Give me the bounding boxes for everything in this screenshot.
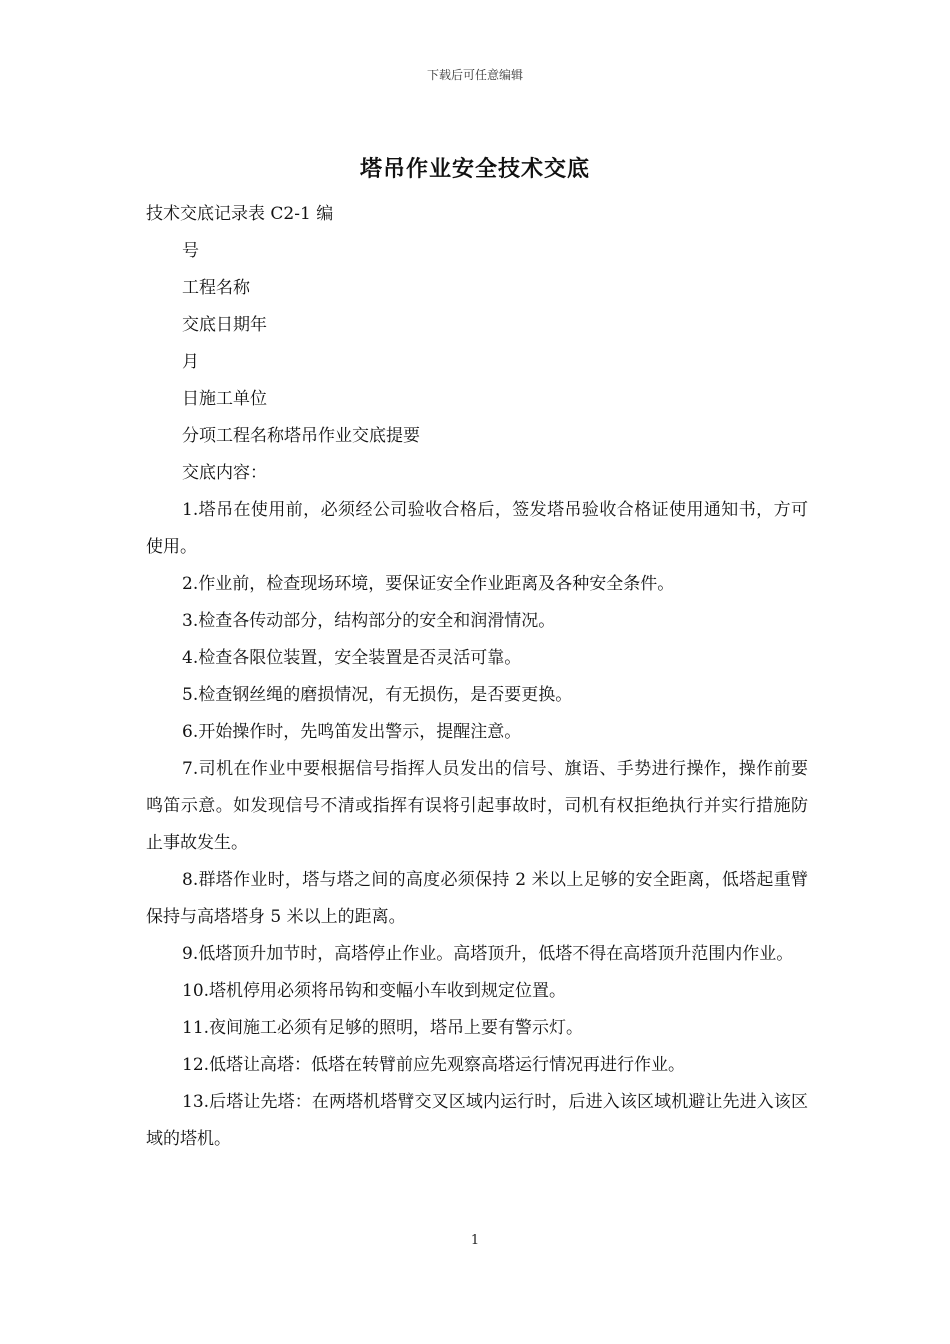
form-line-content-heading: 交底内容： bbox=[182, 463, 267, 483]
list-item: 3.检查各传动部分，结构部分的安全和润滑情况。 bbox=[182, 611, 556, 631]
list-item: 5.检查钢丝绳的磨损情况，有无损伤，是否要更换。 bbox=[182, 685, 573, 705]
form-line-construction-unit: 日施工单位 bbox=[182, 389, 267, 409]
list-item: 9.低塔顶升加节时，高塔停止作业。高塔顶升，低塔不得在高塔顶升范围内作业。 bbox=[182, 944, 794, 964]
list-item: 7.司机在作业中要根据信号指挥人员发出的信号、旗语、手势进行操作，操作前要鸣笛示意。如发现信号不清或指挥有误将引起事故时，司机有权拒绝执行并实行措施防止事故发生。 bbox=[146, 759, 808, 853]
list-item: 2.作业前，检查现场环境，要保证安全作业距离及各种安全条件。 bbox=[182, 574, 675, 594]
list-item: 8.群塔作业时，塔与塔之间的高度必须保持 2 米以上足够的安全距离，低塔起重臂保持与高塔塔身 5 米以上的距离。 bbox=[146, 870, 808, 927]
form-line-record-table: 技术交底记录表 C2-1 编 bbox=[146, 204, 334, 224]
list-item: 11.夜间施工必须有足够的照明，塔吊上要有警示灯。 bbox=[182, 1018, 584, 1038]
list-item: 4.检查各限位装置，安全装置是否灵活可靠。 bbox=[182, 648, 522, 668]
form-line-project-name: 工程名称 bbox=[182, 278, 250, 298]
page-number: 1 bbox=[470, 1233, 480, 1248]
list-item: 10.塔机停用必须将吊钩和变幅小车收到规定位置。 bbox=[182, 981, 567, 1001]
form-line-number: 号 bbox=[182, 241, 199, 261]
document-body bbox=[146, 196, 808, 1158]
list-item: 12.低塔让高塔：低塔在转臂前应先观察高塔运行情况再进行作业。 bbox=[182, 1055, 686, 1075]
form-line-date-year: 交底日期年 bbox=[182, 315, 267, 335]
list-item: 1.塔吊在使用前，必须经公司验收合格后，签发塔吊验收合格证使用通知书，方可使用。 bbox=[146, 500, 808, 557]
document-title: 塔吊作业安全技术交底 bbox=[359, 156, 590, 182]
list-item: 13.后塔让先塔：在两塔机塔臂交叉区域内运行时，后进入该区域机避让先进入该区域的塔机。 bbox=[146, 1092, 808, 1149]
header-note: 下载后可任意编辑 bbox=[426, 68, 523, 82]
form-line-sub-project: 分项工程名称塔吊作业交底提要 bbox=[182, 426, 420, 446]
form-line-month: 月 bbox=[182, 352, 199, 372]
list-item: 6.开始操作时，先鸣笛发出警示，提醒注意。 bbox=[182, 722, 522, 742]
